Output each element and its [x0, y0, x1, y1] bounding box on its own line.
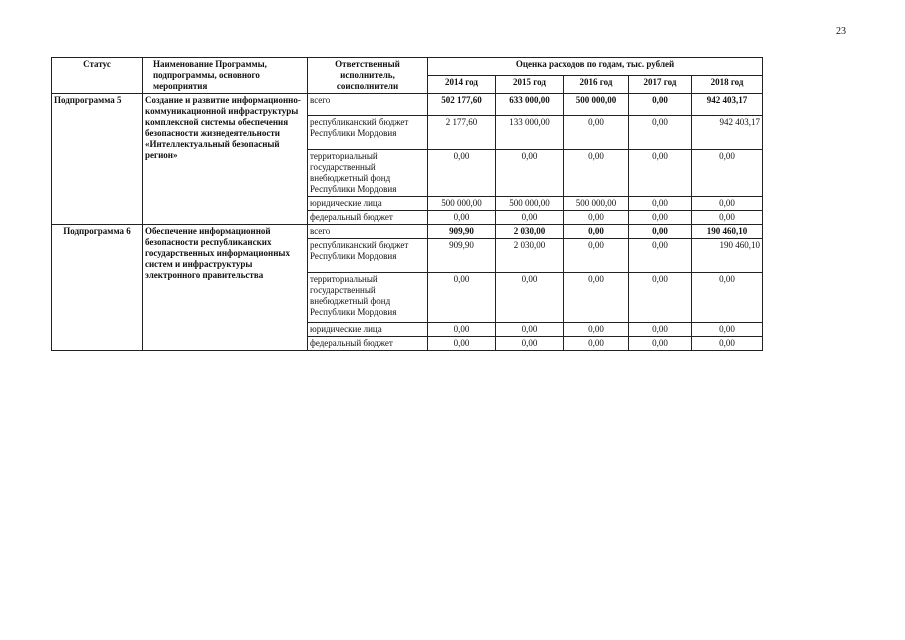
- funding-source: республиканский бюджет Республики Мордовия: [308, 239, 428, 273]
- value-cell: 0,00: [564, 150, 629, 197]
- header-year: 2018 год: [692, 76, 763, 94]
- value-cell: 0,00: [629, 94, 692, 116]
- value-cell: 0,00: [692, 197, 763, 211]
- value-cell: 909,90: [428, 239, 496, 273]
- funding-source: республиканский бюджет Республики Мордовия: [308, 116, 428, 150]
- header-year: 2014 год: [428, 76, 496, 94]
- value-cell: 0,00: [428, 337, 496, 351]
- header-year: 2017 год: [629, 76, 692, 94]
- value-cell: 0,00: [496, 337, 564, 351]
- value-cell: 0,00: [564, 225, 629, 239]
- value-cell: 0,00: [629, 197, 692, 211]
- value-cell: 0,00: [496, 150, 564, 197]
- funding-source: юридические лица: [308, 323, 428, 337]
- value-cell: 0,00: [629, 239, 692, 273]
- value-cell: 0,00: [692, 337, 763, 351]
- value-cell: 0,00: [564, 116, 629, 150]
- program-name: Обеспечение информационной безопасности республиканских государственных информационных систем и инфраструктуры электронного правительства: [143, 225, 308, 351]
- header-year: 2015 год: [496, 76, 564, 94]
- value-cell: 0,00: [564, 323, 629, 337]
- value-cell: 0,00: [692, 273, 763, 323]
- value-cell: 190 460,10: [692, 225, 763, 239]
- value-cell: 0,00: [629, 337, 692, 351]
- value-cell: 2 177,60: [428, 116, 496, 150]
- value-cell: 0,00: [692, 323, 763, 337]
- value-cell: 0,00: [564, 337, 629, 351]
- page-number: 23: [836, 26, 846, 37]
- value-cell: 0,00: [564, 211, 629, 225]
- value-cell: 0,00: [428, 211, 496, 225]
- budget-table: [51, 57, 763, 351]
- value-cell: 0,00: [496, 211, 564, 225]
- value-cell: 500 000,00: [428, 197, 496, 211]
- value-cell: 2 030,00: [496, 225, 564, 239]
- value-cell: 2 030,00: [496, 239, 564, 273]
- value-cell: 0,00: [428, 323, 496, 337]
- value-cell: 0,00: [564, 273, 629, 323]
- table-row: [52, 225, 763, 239]
- value-cell: 0,00: [428, 150, 496, 197]
- value-cell: 0,00: [629, 273, 692, 323]
- funding-source: территориальный государственный внебюджетный фонд Республики Мордовия: [308, 273, 428, 323]
- value-cell: 0,00: [428, 273, 496, 323]
- program-status: Подпрограмма 6: [52, 225, 143, 351]
- value-cell: 633 000,00: [496, 94, 564, 116]
- value-cell: 0,00: [692, 150, 763, 197]
- value-cell: 500 000,00: [564, 197, 629, 211]
- funding-source: федеральный бюджет: [308, 211, 428, 225]
- program-name: Создание и развитие информационно-коммуникационной инфраструктуры комплексной системы обеспечения безопасности жизнедеятельности «Интеллектуальный безопасный регион»: [143, 94, 308, 225]
- value-cell: 0,00: [629, 150, 692, 197]
- table-row: [52, 94, 763, 116]
- header-executor: Ответственный исполнитель, соисполнители: [308, 58, 428, 94]
- value-cell: 500 000,00: [496, 197, 564, 211]
- funding-source: всего: [308, 94, 428, 116]
- header-row-1: [52, 58, 763, 76]
- value-cell: 942 403,17: [692, 94, 763, 116]
- value-cell: 0,00: [629, 211, 692, 225]
- funding-source: территориальный государственный внебюджетный фонд Республики Мордовия: [308, 150, 428, 197]
- funding-source: юридические лица: [308, 197, 428, 211]
- funding-source: всего: [308, 225, 428, 239]
- value-cell: 0,00: [692, 211, 763, 225]
- value-cell: 0,00: [496, 273, 564, 323]
- value-cell: 133 000,00: [496, 116, 564, 150]
- header-status: Статус: [52, 58, 143, 94]
- funding-source: федеральный бюджет: [308, 337, 428, 351]
- header-name: Наименование Программы, подпрограммы, основного мероприятия: [143, 58, 308, 94]
- value-cell: 0,00: [629, 116, 692, 150]
- value-cell: 942 403,17: [692, 116, 763, 150]
- value-cell: 502 177,60: [428, 94, 496, 116]
- value-cell: 0,00: [629, 225, 692, 239]
- value-cell: 500 000,00: [564, 94, 629, 116]
- value-cell: 0,00: [629, 323, 692, 337]
- value-cell: 190 460,10: [692, 239, 763, 273]
- header-year: 2016 год: [564, 76, 629, 94]
- header-estimate: Оценка расходов по годам, тыс. рублей: [428, 58, 763, 76]
- value-cell: 0,00: [496, 323, 564, 337]
- value-cell: 0,00: [564, 239, 629, 273]
- value-cell: 909,90: [428, 225, 496, 239]
- program-status: Подпрограмма 5: [52, 94, 143, 225]
